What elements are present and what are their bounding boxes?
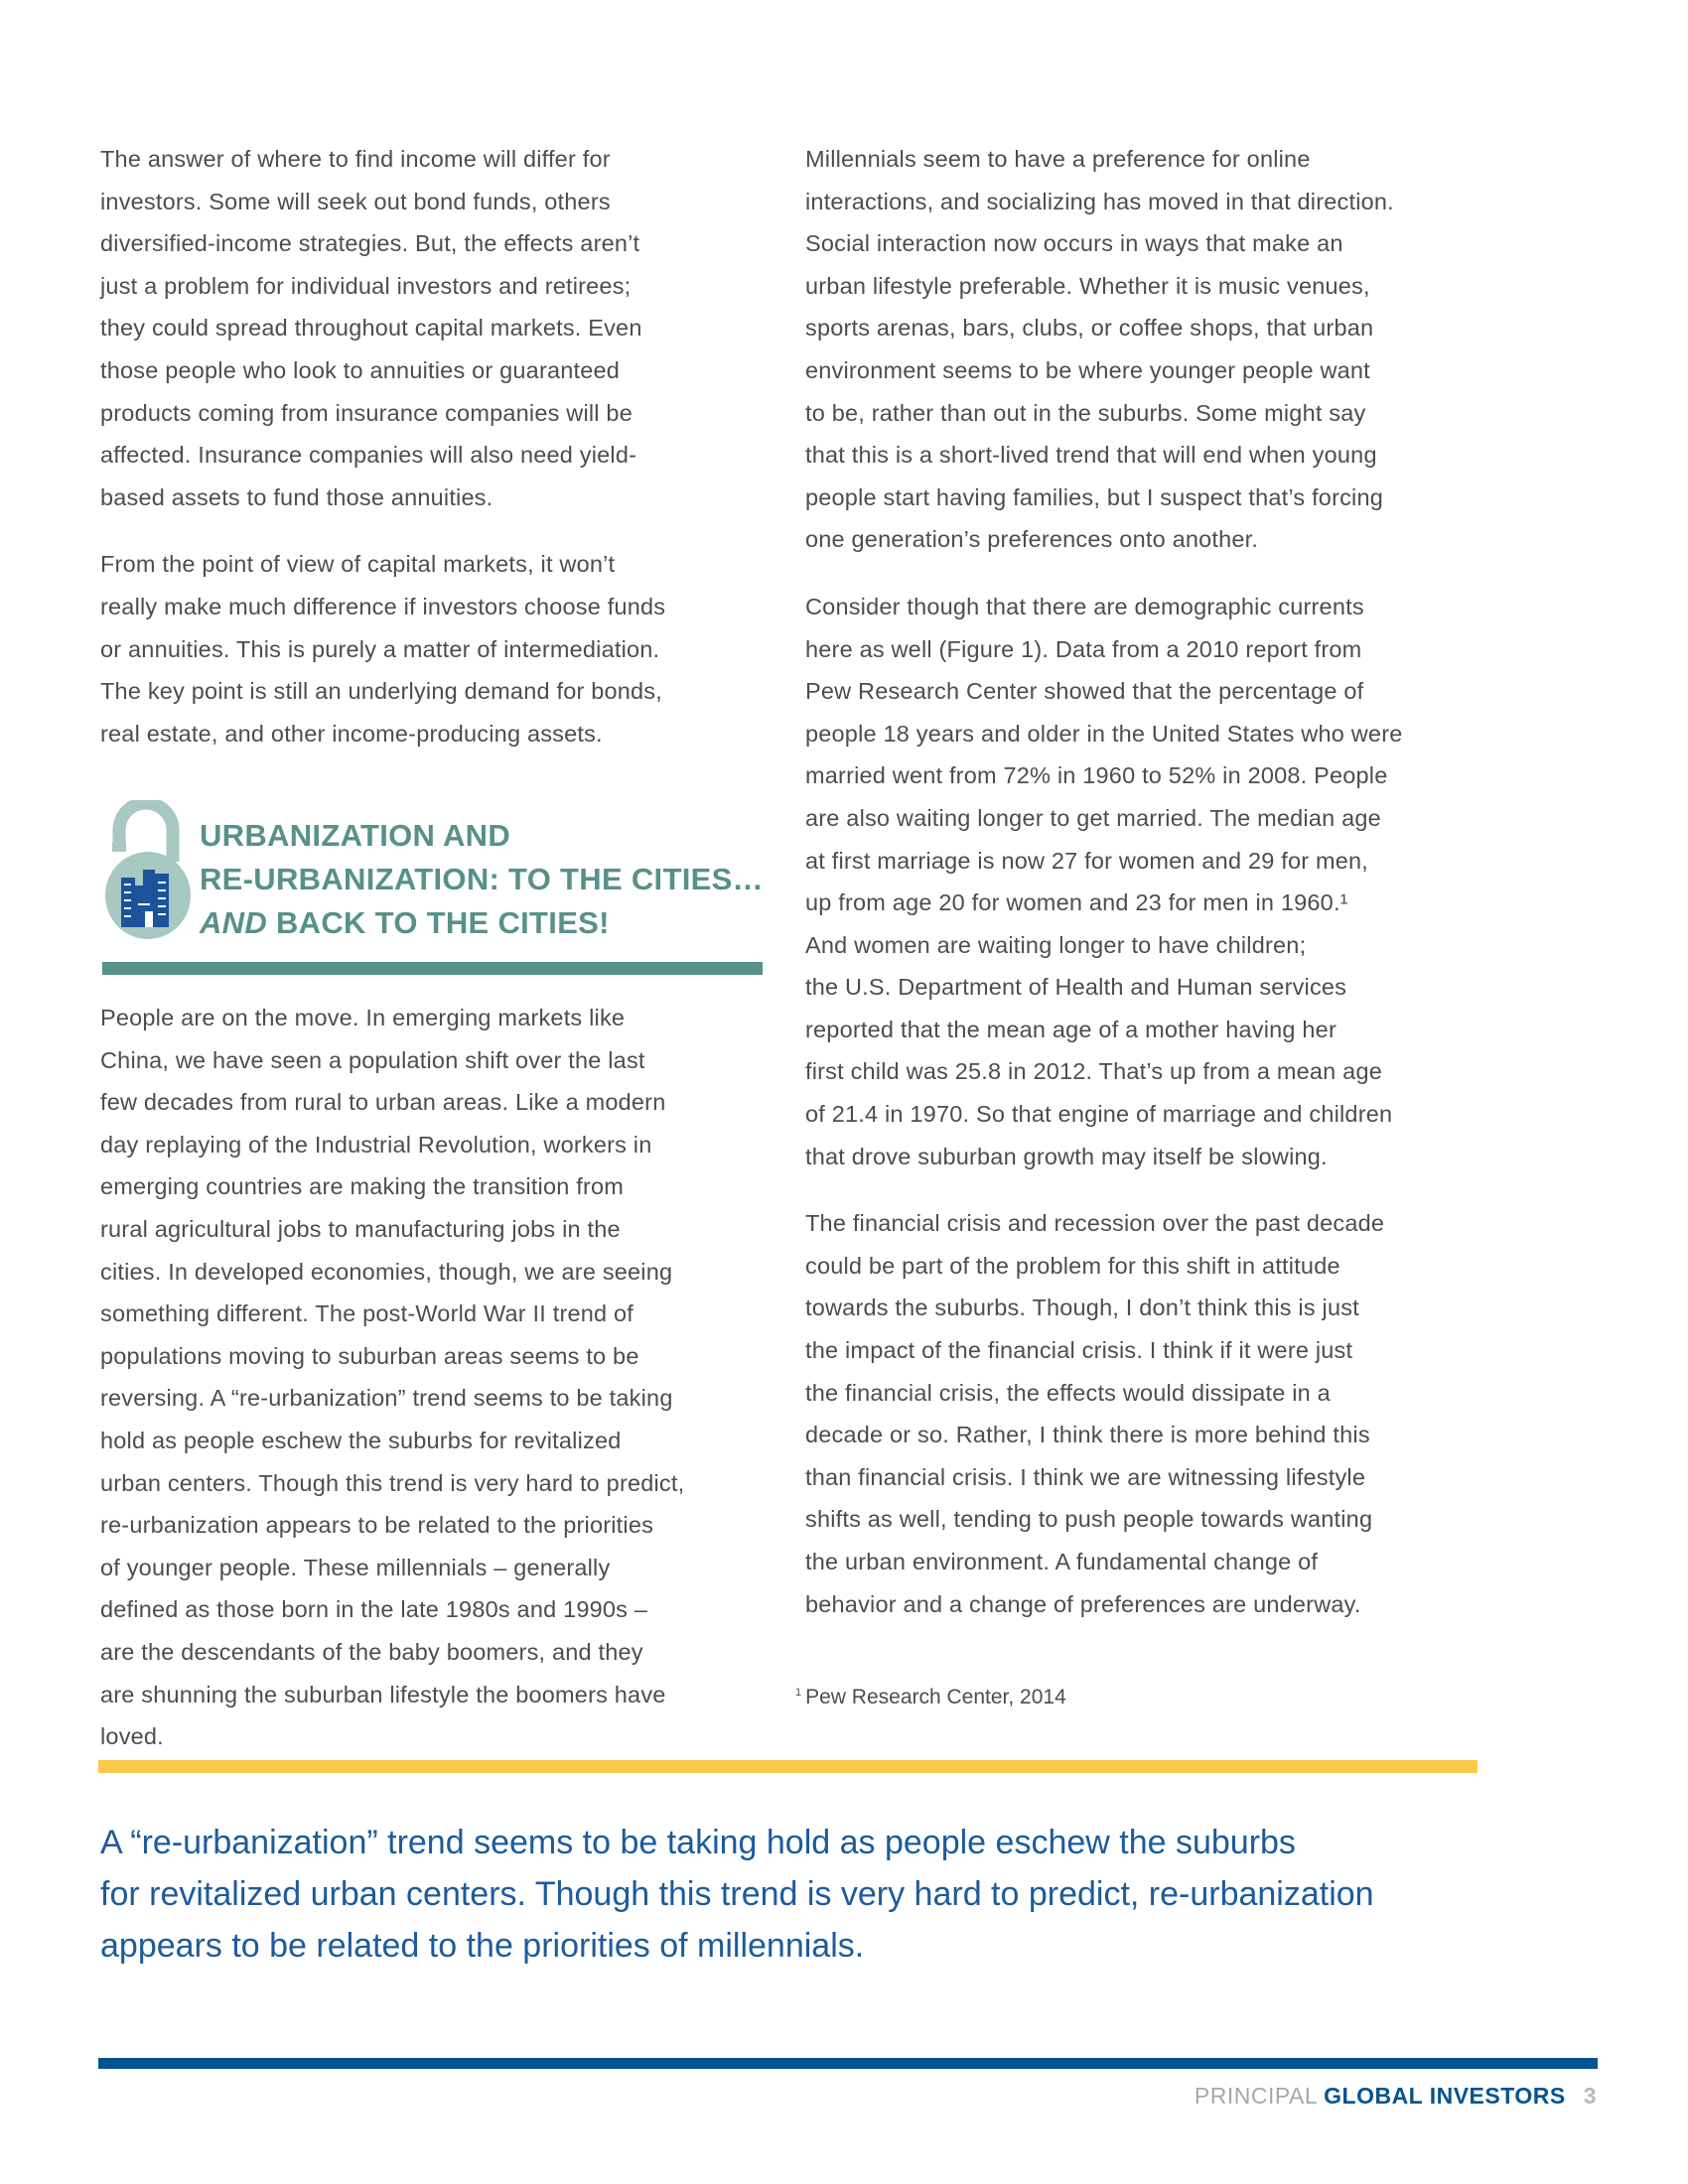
text-line: up from age 20 for women and 23 for men in 1960.¹ xyxy=(805,889,1348,916)
heading-line-1: URBANIZATION AND xyxy=(200,818,511,853)
footer-brand-bold: GLOBAL INVESTORS xyxy=(1324,2083,1566,2109)
heading-line-2: RE-URBANIZATION: TO THE CITIES… xyxy=(200,862,764,896)
heading-italic: AND xyxy=(200,905,268,940)
pull-quote xyxy=(100,1817,1374,1972)
text-line: decade or so. Rather, I think there is more behind this xyxy=(805,1422,1370,1448)
text-line: those people who look to annuities or guaranteed xyxy=(100,356,621,383)
text-line: of 21.4 in 1970. So that engine of marriage and children xyxy=(805,1101,1393,1128)
text-line: of younger people. These millennials – generally xyxy=(100,1554,611,1580)
text-line: Pew Research Center showed that the percentage of xyxy=(805,678,1364,705)
text-line: really make much difference if investors choose funds xyxy=(100,593,666,619)
text-line: people start having families, but I suspect that’s forcing xyxy=(805,483,1384,510)
paragraph xyxy=(805,1202,1490,1625)
text-line: they could spread throughout capital markets. Even xyxy=(100,315,642,341)
page-number: 3 xyxy=(1583,2083,1597,2109)
heading-line-3 xyxy=(200,901,764,945)
text-line: cities. In developed economies, though, we are seeing xyxy=(100,1258,673,1285)
text-line: the urban environment. A fundamental change of xyxy=(805,1549,1319,1574)
footer-brand-light: PRINCIPAL xyxy=(1194,2083,1319,2109)
text-line: Social interaction now occurs in ways that make an xyxy=(805,230,1343,257)
text-line: reported that the mean age of a mother having her xyxy=(805,1016,1336,1042)
text-line: based assets to fund those annuities. xyxy=(100,483,493,510)
text-line: that drove suburban growth may itself be slowing. xyxy=(805,1143,1328,1169)
text-line: And women are waiting longer to have children; xyxy=(805,931,1307,958)
paragraph xyxy=(805,138,1490,561)
text-line: real estate, and other income-producing assets. xyxy=(100,720,603,747)
text-line: shifts as well, tending to push people towards wanting xyxy=(805,1506,1373,1533)
text-line: The answer of where to find income will differ for xyxy=(100,146,611,172)
text-line: urban lifestyle preferable. Whether it is music venues, xyxy=(805,272,1370,299)
text-line: the U.S. Department of Health and Human services xyxy=(805,974,1347,1001)
text-line: defined as those born in the late 1980s and 1990s – xyxy=(100,1596,648,1623)
right-column xyxy=(805,138,1490,1650)
city-lock-icon xyxy=(103,800,193,939)
text-line: investors. Some will seek out bond funds, others xyxy=(100,188,611,214)
heading-divider xyxy=(102,962,763,975)
paragraph xyxy=(100,138,785,518)
text-line: People are on the move. In emerging markets like xyxy=(100,1005,626,1030)
pull-quote-divider xyxy=(98,1760,1477,1773)
text-line: From the point of view of capital markets, it won’t xyxy=(100,551,616,578)
text-line: one generation’s preferences onto another. xyxy=(805,526,1259,553)
quote-line: A “re-urbanization” trend seems to be taking hold as people eschew the suburbs xyxy=(100,1824,1296,1861)
text-line: or annuities. This is purely a matter of intermediation. xyxy=(100,635,660,662)
text-line: are shunning the suburban lifestyle the boomers have xyxy=(100,1681,666,1707)
text-line: Consider though that there are demographic currents xyxy=(805,593,1364,619)
text-line: day replaying of the Industrial Revolution, workers in xyxy=(100,1131,652,1158)
footer xyxy=(1195,2083,1597,2110)
text-line: the impact of the financial crisis. I think if it were just xyxy=(805,1337,1353,1364)
text-line: populations moving to suburban areas seems to be xyxy=(100,1342,639,1369)
text-line: rural agricultural jobs to manufacturing jobs in the xyxy=(100,1215,621,1242)
text-line: at first marriage is now 27 for women and 29 for men, xyxy=(805,847,1369,874)
text-line: are the descendants of the baby boomers, and they xyxy=(100,1638,643,1665)
paragraph xyxy=(100,543,785,754)
text-line: few decades from rural to urban areas. Like a modern xyxy=(100,1089,666,1116)
text-line: affected. Insurance companies will also need yield- xyxy=(100,442,637,469)
text-line: could be part of the problem for this shift in attitude xyxy=(805,1252,1340,1279)
text-line: are also waiting longer to get married. The median age xyxy=(805,804,1381,831)
quote-line: for revitalized urban centers. Though this trend is very hard to predict, re-urbanization xyxy=(100,1875,1374,1913)
text-line: products coming from insurance companies will be xyxy=(100,399,633,426)
text-line: the financial crisis, the effects would dissipate in a xyxy=(805,1379,1331,1406)
text-line: married went from 72% in 1960 to 52% in 2008. People xyxy=(805,762,1388,789)
text-line: something different. The post-World War II trend of xyxy=(100,1300,634,1327)
quote-line: appears to be related to the priorities of millennials. xyxy=(100,1927,865,1965)
left-column-intro xyxy=(100,138,785,779)
text-line: first child was 25.8 in 2012. That’s up from a mean age xyxy=(805,1058,1382,1085)
paragraph xyxy=(100,997,785,1758)
footnote-text: Pew Research Center, 2014 xyxy=(805,1686,1066,1708)
text-line: emerging countries are making the transition from xyxy=(100,1173,625,1200)
text-line: towards the suburbs. Though, I don’t think this is just xyxy=(805,1295,1359,1321)
text-line: hold as people eschew the suburbs for revitalized xyxy=(100,1427,622,1453)
heading-line-3-rest: BACK TO THE CITIES! xyxy=(267,905,610,940)
paragraph xyxy=(805,586,1490,1177)
text-line: just a problem for individual investors and retirees; xyxy=(100,272,632,299)
text-line: here as well (Figure 1). Data from a 2010 report from xyxy=(805,635,1362,662)
text-line: China, we have seen a population shift over the last xyxy=(100,1046,645,1073)
text-line: than financial crisis. I think we are witnessing lifestyle xyxy=(805,1463,1366,1490)
text-line: Millennials seem to have a preference for online xyxy=(805,146,1311,172)
section-heading xyxy=(200,814,764,945)
text-line: people 18 years and older in the United States who were xyxy=(805,720,1403,747)
text-line: behavior and a change of preferences are underway. xyxy=(805,1590,1361,1617)
text-line: loved. xyxy=(100,1723,164,1750)
text-line: interactions, and socializing has moved in that direction. xyxy=(805,188,1394,214)
text-line: re-urbanization appears to be related to the priorities xyxy=(100,1512,654,1539)
left-column-urbanization xyxy=(100,997,785,1783)
text-line: to be, rather than out in the suburbs. Some might say xyxy=(805,399,1366,426)
text-line: sports arenas, bars, clubs, or coffee shops, that urban xyxy=(805,315,1374,341)
text-line: The financial crisis and recession over the past decade xyxy=(805,1210,1385,1237)
text-line: that this is a short-lived trend that will end when young xyxy=(805,442,1377,469)
footnote xyxy=(795,1678,1066,1712)
text-line: The key point is still an underlying demand for bonds, xyxy=(100,678,662,705)
text-line: diversified-income strategies. But, the effects aren’t xyxy=(100,230,640,257)
text-line: reversing. A “re-urbanization” trend seems to be taking xyxy=(100,1385,673,1412)
text-line: environment seems to be where younger people want xyxy=(805,356,1370,383)
footnote-marker: 1 xyxy=(795,1687,802,1699)
footer-divider xyxy=(98,2058,1598,2069)
text-line: urban centers. Though this trend is very hard to predict, xyxy=(100,1469,685,1496)
